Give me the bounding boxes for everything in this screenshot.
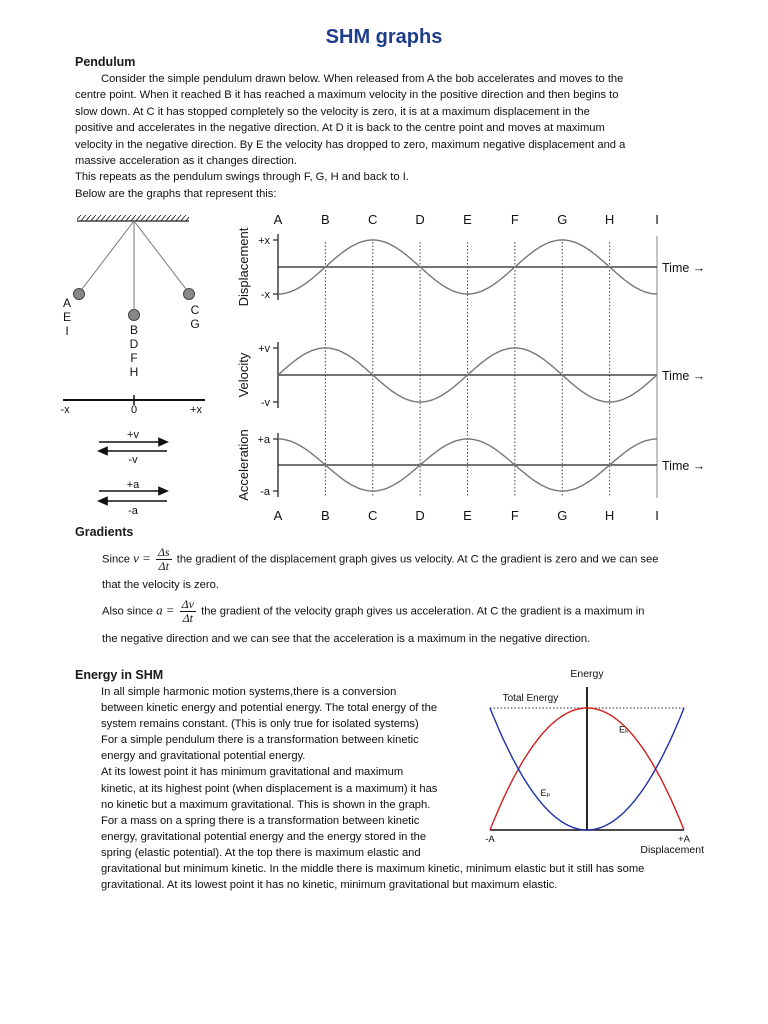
energy-line: no kinetic but a maximum gravitational. This is shown in the graph. bbox=[101, 798, 431, 811]
time-axis-label: Time → bbox=[662, 261, 706, 275]
energy-text bbox=[75, 684, 475, 861]
energy-x-tick: -A bbox=[485, 834, 495, 845]
pendulum-heading: Pendulum bbox=[75, 55, 136, 69]
pendulum-line: Below are the graphs that represent this: bbox=[75, 187, 277, 200]
arrow-label: +a bbox=[126, 479, 140, 491]
graph-point-label: B bbox=[321, 212, 330, 227]
pendulum-line: positive and accelerates in the negative direction. At D it is back to the centre point and moves at maximum bbox=[75, 122, 605, 135]
pendulum-label: C bbox=[190, 303, 200, 317]
pendulum-label: H bbox=[129, 365, 139, 379]
energy-text-full bbox=[75, 861, 735, 893]
energy-heading: Energy in SHM bbox=[75, 668, 164, 682]
velocity-fraction-den: Δt bbox=[158, 559, 169, 573]
pendulum-text bbox=[75, 71, 715, 202]
pendulum-label: D bbox=[129, 337, 139, 351]
graph-y-min-label: -x bbox=[260, 289, 270, 301]
velocity-symbol: v bbox=[133, 550, 139, 566]
energy-line: kinetic, at its highest point (when displacement is a maximum) it has bbox=[101, 782, 438, 795]
arrow-head-icon bbox=[99, 498, 107, 505]
graph-point-label: F bbox=[510, 508, 519, 523]
since-word: Since bbox=[102, 553, 130, 566]
graph-point-label: I bbox=[655, 508, 659, 523]
arrow-head-icon bbox=[159, 439, 167, 446]
gradient-text: the gradient of the velocity graph gives us acceleration. At C the gradient is a maximum in bbox=[201, 605, 645, 618]
velocity-fraction bbox=[156, 546, 172, 573]
graph-y-max-label: +a bbox=[257, 434, 270, 446]
x-axis-label: 0 bbox=[130, 404, 138, 416]
graph-point-label: G bbox=[557, 212, 568, 227]
graph-y-min-label: -a bbox=[260, 486, 270, 498]
shm-graphs bbox=[230, 208, 720, 526]
graph-point-label: C bbox=[368, 508, 378, 523]
bob-right bbox=[184, 289, 195, 300]
energy-line: between kinetic energy and potential energy. The total energy of the bbox=[101, 702, 438, 715]
series-label-total-energy: Total Energy bbox=[502, 693, 559, 704]
graph-point-label: D bbox=[415, 212, 425, 227]
time-axis-label: Time → bbox=[662, 369, 706, 383]
pendulum-line: centre point. When it reached B it has reached a maximum velocity in the positive direction and then begins to bbox=[75, 89, 619, 102]
energy-line: system remains constant. (This is only true for isolated systems) bbox=[101, 718, 419, 731]
string-right bbox=[134, 221, 189, 293]
pendulum-line: velocity in the negative direction. By E the velocity has dropped to zero, maximum negative displacement and a bbox=[75, 138, 626, 151]
arrow-label: +v bbox=[127, 429, 139, 441]
energy-y-label: Energy bbox=[570, 668, 604, 680]
graph-point-label: C bbox=[368, 212, 378, 227]
also-word: Also since bbox=[102, 605, 153, 618]
x-axis-label: -x bbox=[60, 404, 70, 416]
graph-point-label: I bbox=[655, 212, 659, 227]
energy-line: gravitational. At its lowest point it has no kinetic, minimum gravitational but maximum elastic. bbox=[101, 879, 558, 892]
gradient-line-4: the negative direction and we can see that the acceleration is a maximum in the negative direction. bbox=[102, 633, 591, 645]
gradient-text: the gradient of the displacement graph gives us velocity. At C the gradient is zero and we can see bbox=[176, 553, 659, 566]
pendulum-line: Consider the simple pendulum drawn below. When released from A the bob accelerates and moves to the bbox=[101, 73, 624, 85]
pendulum-label: I bbox=[65, 324, 69, 338]
bob-middle bbox=[129, 310, 140, 321]
graph-y-min-label: -v bbox=[260, 397, 270, 409]
arrow-label: -a bbox=[128, 505, 138, 517]
series-label-kinetic: Eₖ bbox=[619, 724, 629, 735]
gradient-line-1: Since v = $\frac{\Delta s}{\Delta t}$ the gradient of the displacement graph gives us velocity. At C the gradient is zero and we can see bbox=[102, 545, 659, 573]
graph-point-label: F bbox=[510, 212, 519, 227]
page-title: SHM graphs bbox=[325, 26, 443, 48]
acceleration-symbol: a bbox=[156, 602, 163, 618]
energy-line: gravitational but minimum kinetic. In the middle there is maximum kinetic, minimum elastic but it still has some bbox=[101, 863, 645, 875]
pendulum-label: E bbox=[62, 310, 72, 324]
bob-left bbox=[74, 289, 85, 300]
graph-point-label: A bbox=[273, 212, 283, 227]
string-left bbox=[79, 221, 134, 293]
pendulum-label: B bbox=[129, 323, 139, 337]
energy-chart bbox=[470, 665, 720, 865]
acceleration-fraction-den: Δt bbox=[182, 611, 193, 625]
gradients-heading: Gradients bbox=[75, 525, 134, 539]
energy-x-label: Displacement bbox=[640, 844, 704, 856]
pendulum-diagram bbox=[55, 210, 215, 520]
pendulum-label: A bbox=[62, 296, 72, 310]
series-label-potential: Eₚ bbox=[540, 787, 551, 798]
ceiling-hatch bbox=[77, 215, 189, 221]
graph-point-label: E bbox=[463, 508, 472, 523]
graph-point-label: D bbox=[415, 508, 425, 523]
acceleration-fraction bbox=[180, 598, 196, 625]
graph-point-label: H bbox=[604, 212, 615, 227]
pendulum-line: slow down. At C it has stopped completely so the velocity is zero, it is at a maximum displacement in the bbox=[75, 105, 590, 118]
energy-line: For a simple pendulum there is a transformation between kinetic bbox=[101, 734, 419, 747]
arrow-label: -v bbox=[128, 454, 138, 466]
pendulum-line: massive acceleration as it changes direction. bbox=[75, 155, 297, 168]
x-axis-label: +x bbox=[190, 404, 202, 416]
arrow-head-icon bbox=[99, 448, 107, 455]
energy-line: For a mass on a spring there is a transformation between kinetic bbox=[101, 814, 420, 827]
graph-y-label: Acceleration bbox=[236, 429, 251, 501]
velocity-fraction-num: Δs bbox=[157, 545, 170, 559]
graph-point-label: A bbox=[273, 508, 283, 523]
graph-y-max-label: +x bbox=[258, 235, 270, 247]
graph-y-label: Displacement bbox=[236, 227, 251, 307]
pendulum-label: G bbox=[190, 317, 200, 331]
graph-point-label: G bbox=[557, 508, 568, 523]
energy-line: In all simple harmonic motion systems,there is a conversion bbox=[101, 686, 397, 698]
energy-line: At its lowest point it has minimum gravitational and maximum bbox=[101, 766, 404, 779]
energy-line: energy and gravitational potential energy. bbox=[101, 750, 306, 763]
graph-point-label: H bbox=[604, 508, 615, 523]
graph-point-label: B bbox=[321, 508, 330, 523]
graph-y-label: Velocity bbox=[236, 352, 251, 398]
graph-point-label: E bbox=[463, 212, 472, 227]
acceleration-fraction-num: Δv bbox=[181, 597, 194, 611]
gradient-line-3: Also since a = $\frac{\Delta v}{\Delta t}$ the gradient of the velocity graph gives us acceleration. At C the gradient is a maximum in bbox=[102, 597, 645, 625]
energy-line: energy, gravitational potential energy and the energy stored in the bbox=[101, 830, 427, 843]
time-axis-label: Time → bbox=[662, 459, 706, 473]
arrow-head-icon bbox=[159, 488, 167, 495]
pendulum-label: F bbox=[130, 351, 138, 365]
pendulum-line: This repeats as the pendulum swings through F, G, H and back to I. bbox=[75, 171, 409, 184]
energy-line: spring (elastic potential). At the top there is maximum elastic and bbox=[101, 846, 421, 859]
gradient-line-2: that the velocity is zero. bbox=[102, 579, 219, 591]
graph-y-max-label: +v bbox=[258, 343, 270, 355]
energy-x-tick: +A bbox=[678, 834, 690, 845]
